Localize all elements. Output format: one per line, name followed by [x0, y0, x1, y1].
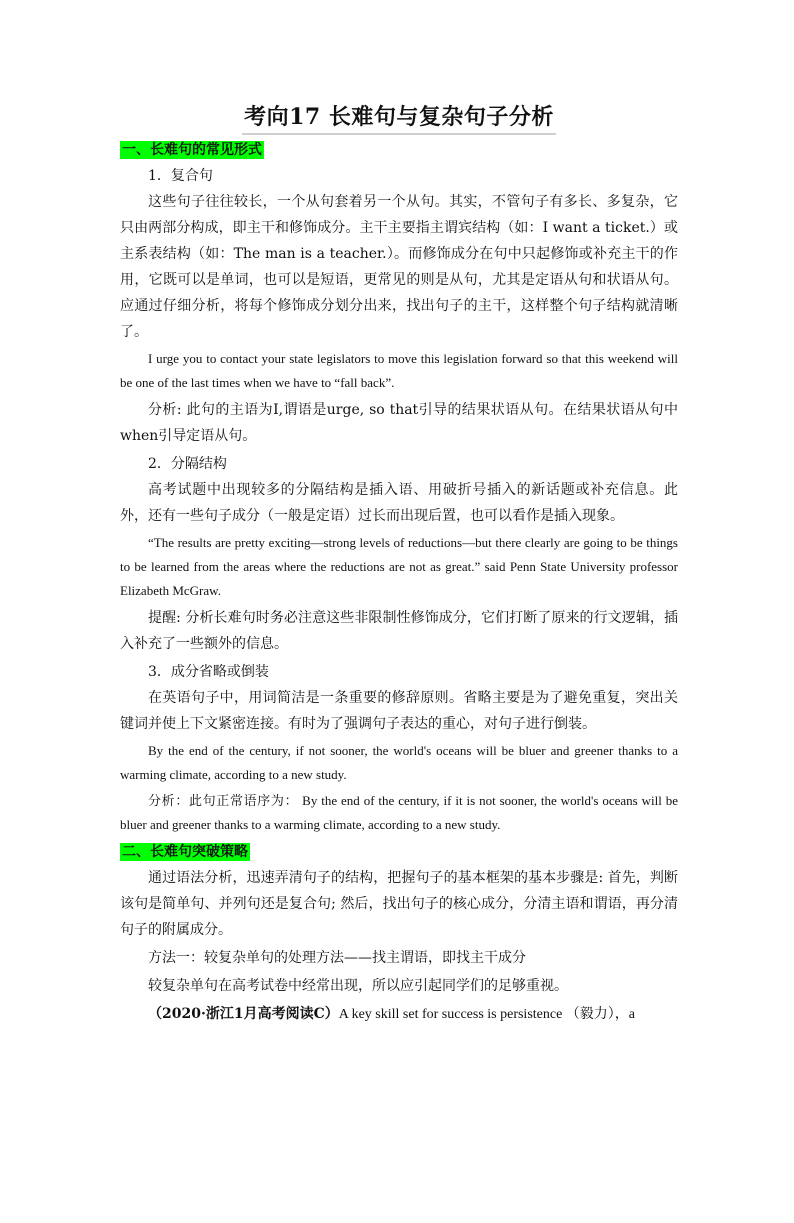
example-sentence-3: By the end of the century, if not sooner, the world's oceans will be bluer and greener thanks to a warming climate, according to a new study. [120, 743, 678, 782]
tip-text: 提醒: 分析长难句时务必注意这些非限制性修饰成分，它们打断了原来的行文逻辑，插入补充了一些额外的信息。 [120, 610, 678, 652]
subsection-title-2: 2．分隔结构 [148, 456, 227, 472]
example-text: A key skill set for success is persistence （毅力），a [338, 1007, 636, 1022]
paragraph-4: 通过语法分析，迅速弄清句子的结构，把握句子的基本框架的基本步骤是: 首先，判断该句是简单句、并列句还是复合句; 然后，找出句子的核心成分，分清主语和谓语，再分清句子的附属成分。 [120, 870, 678, 938]
section-2 [120, 837, 678, 1028]
subsection-title-3: 3．成分省略或倒装 [148, 664, 269, 680]
paragraph-1: 这些句子往往较长，一个从句套着另一个从句。其实，不管句子有多长、多复杂，它只由两部分构成，即主干和修饰成分。主干主要指主谓宾结构（如：I want a ticket.）或主系表结构（如：The man is a teacher.）。而修饰成分在句中只起修饰或补充主干的作用，它既可以是单词，也可以是短语，更常见的则是从句，尤其是定语从句和状语从句。应通过仔细分析，将每个修饰成分划分出来，找出句子的主干，这样整个句子结构就清晰了。 [120, 194, 678, 340]
title-wrap [120, 100, 678, 135]
document-page [0, 100, 794, 1223]
paragraph-5: 较复杂单句在高考试卷中经常出现，所以应引起同学们的足够重视。 [148, 978, 568, 994]
page-title: 考向17 长难句与复杂句子分析 [242, 100, 556, 135]
subsection-title-1: 1．复合句 [148, 168, 213, 184]
section-1 [120, 135, 678, 837]
method-1-title: 方法一：较复杂单句的处理方法——找主谓语，即找主干成分 [148, 950, 526, 966]
paragraph-3: 在英语句子中，用词简洁是一条重要的修辞原则。省略主要是为了避免重复，突出关键词并使上下文紧密连接。有时为了强调句子表达的重心，对句子进行倒装。 [120, 690, 678, 732]
example-sentence-1: I urge you to contact your state legislators to move this legislation forward so that this weekend will be one of the last times when we have to “fall back”. [120, 351, 678, 390]
analysis-3: 分析：此句正常语序为： By the end of the century, if it is not sooner, the world's oceans will be bluer and greener thanks to a warming climate, according to a new study. [120, 793, 678, 832]
example-sentence-2: “The results are pretty exciting—strong levels of reductions—but there clearly are going to be things to be learned from the areas where the reductions are not as great.” said Penn State University professor Elizabeth McGraw. [120, 535, 678, 598]
section-heading-1: 一、长难句的常见形式 [122, 142, 262, 158]
paragraph-2: 高考试题中出现较多的分隔结构是插入语、用破折号插入的新话题或补充信息。此外，还有一些句子成分（一般是定语）过长而出现后置，也可以看作是插入现象。 [120, 482, 678, 524]
section-heading-2: 二、长难句突破策略 [122, 844, 248, 860]
analysis-1: 分析: 此句的主语为I,谓语是urge, so that引导的结果状语从句。在结果状语从句中when引导定语从句。 [120, 402, 678, 444]
example-line [120, 1001, 678, 1028]
example-source: （2020·浙江1月高考阅读C） [148, 1006, 339, 1022]
